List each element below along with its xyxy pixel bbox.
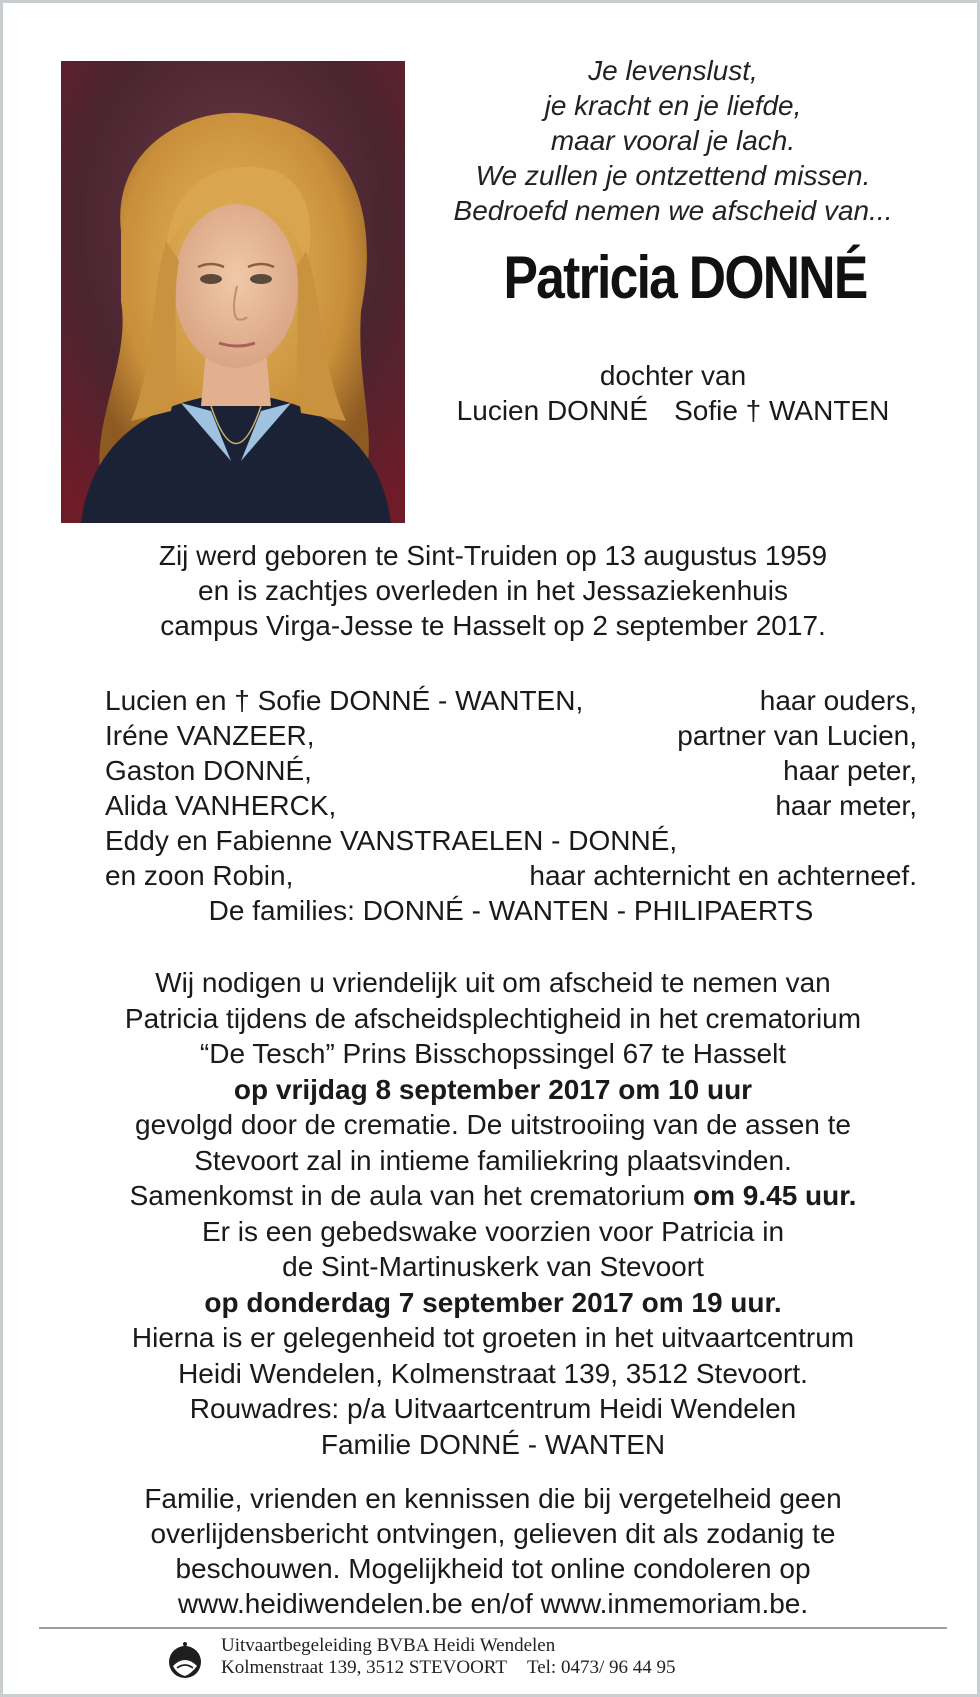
parents-block: [417, 358, 929, 428]
family-list: [105, 683, 917, 928]
invitation-line: Hierna is er gelegenheid tot groeten in het uitvaartcentrum: [131, 1322, 855, 1353]
family-row: [105, 788, 917, 823]
gathering-text: Samenkomst in de aula van het crematorium: [129, 1180, 693, 1211]
verse-line: Bedroefd nemen we afscheid van...: [453, 195, 893, 226]
gathering-time: om 9.45 uur.: [692, 1180, 857, 1211]
family-row: [105, 858, 917, 893]
invitation-line: de Sint-Martinuskerk van Stevoort: [282, 1251, 704, 1282]
family-relation: haar meter,: [775, 790, 917, 821]
family-member-name: Lucien en † Sofie DONNÉ - WANTEN,: [105, 685, 584, 716]
family-row: [105, 718, 917, 753]
invitation-line: Familie DONNÉ - WANTEN: [320, 1428, 666, 1460]
footer-phone: Tel: 0473/ 96 44 95: [526, 1657, 676, 1678]
funeral-home-logo-icon: [163, 1638, 207, 1682]
family-member-name: Eddy en Fabienne VANSTRAELEN - DONNÉ,: [105, 825, 678, 856]
family-relation: partner van Lucien,: [677, 720, 917, 751]
footer-company: Uitvaartbegeleiding BVBA Heidi Wendelen: [221, 1635, 556, 1656]
verse-line: maar vooral je lach.: [550, 125, 796, 156]
verse-line: We zullen je ontzettend missen.: [475, 160, 871, 191]
note-line: overlijdensbericht ontvingen, gelieven dit als zodanig te: [150, 1518, 836, 1549]
invitation-line: [43, 1285, 943, 1321]
family-row: [105, 823, 917, 858]
verse-line: je kracht en je liefde,: [544, 90, 802, 121]
invitation-line: Rouwadres: p/a Uitvaartcentrum Heidi Wendelen: [189, 1393, 797, 1424]
family-member-name: Alida VANHERCK,: [105, 790, 337, 821]
invitation-line: “De Tesch” Prins Bisschopssingel 67 te Hasselt: [199, 1038, 787, 1069]
verse-line: Je levenslust,: [588, 55, 758, 86]
father-name: Lucien DONNÉ: [456, 395, 649, 426]
deceased-name: Patricia DONNÉ: [503, 244, 867, 311]
invitation-line: Patricia tijdens de afscheidsplechtigheid in het crematorium: [124, 1002, 862, 1034]
families-line: [105, 893, 917, 928]
invitation-line: Wij nodigen u vriendelijk uit om afscheid te nemen van: [155, 967, 831, 998]
parents-names: [417, 393, 929, 428]
invitation-line: Heidi Wendelen, Kolmenstraat 139, 3512 Stevoort.: [178, 1357, 808, 1389]
birth-death-text: [43, 538, 943, 643]
note-line: Familie, vrienden en kennissen die bij vergetelheid geen: [144, 1483, 842, 1514]
invitation-line: [43, 1178, 943, 1214]
invitation-line: Er is een gebedswake voorzien voor Patricia in: [201, 1215, 785, 1247]
note-line: beschouwen. Mogelijkheid tot online condoleren op: [175, 1553, 811, 1584]
family-member-name: en zoon Robin,: [105, 860, 294, 891]
family-member-name: Iréne VANZEER,: [105, 720, 315, 751]
ceremony-invitation: [43, 965, 943, 1462]
family-relation: haar ouders,: [759, 685, 917, 716]
family-relation: haar peter,: [783, 755, 917, 786]
family-row: [105, 753, 917, 788]
mother-name: Sofie † WANTEN: [674, 395, 890, 426]
vigil-datetime: op donderdag 7 september 2017 om 19 uur.: [204, 1286, 782, 1318]
note-line: www.heidiwendelen.be en/of www.inmemoriam.be.: [177, 1588, 809, 1619]
funeral-home-footer: [163, 1632, 676, 1682]
footer-divider: [39, 1627, 947, 1629]
invitation-line: [43, 1072, 943, 1108]
family-relation: haar achternicht en achterneef.: [529, 860, 917, 891]
invitation-line: gevolgd door de crematie. De uitstrooiing van de assen te: [135, 1109, 851, 1140]
birth-death-line: campus Virga-Jesse te Hasselt op 2 september 2017.: [160, 610, 826, 641]
family-row: [105, 683, 917, 718]
family-member-name: Gaston DONNÉ,: [105, 755, 312, 786]
footer-address: Kolmenstraat 139, 3512 STEVOORT: [221, 1657, 507, 1678]
condolence-note: [43, 1481, 943, 1621]
memorial-verse: [417, 53, 929, 228]
birth-death-line: Zij werd geboren te Sint-Truiden op 13 augustus 1959: [158, 540, 828, 571]
birth-death-line: en is zachtjes overleden in het Jessaziekenhuis: [198, 575, 788, 606]
invitation-line: Stevoort zal in intieme familiekring plaatsvinden.: [194, 1144, 792, 1176]
parents-intro: dochter van: [599, 360, 747, 391]
ceremony-datetime: op vrijdag 8 september 2017 om 10 uur: [233, 1073, 753, 1105]
families-text: De families: DONNÉ - WANTEN - PHILIPAERTS: [208, 895, 814, 926]
portrait-photo: [61, 61, 405, 523]
footer-address-line: [221, 1657, 676, 1679]
footer-text: [221, 1635, 676, 1679]
portrait-illustration: [61, 61, 405, 523]
